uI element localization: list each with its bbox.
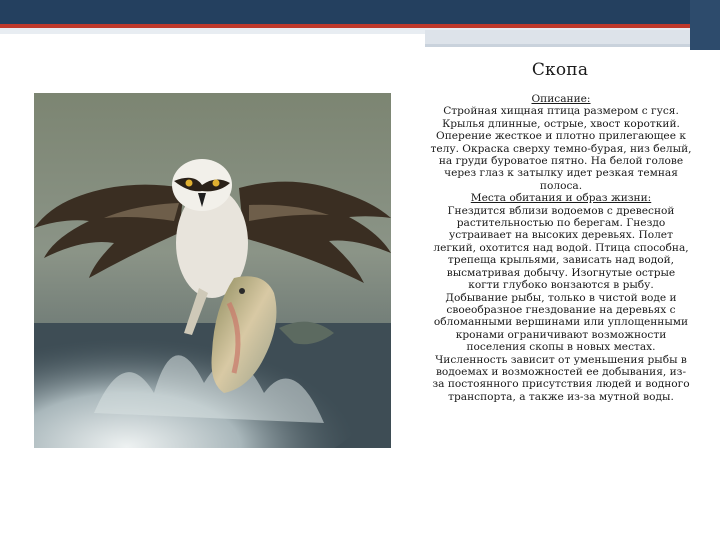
osprey-photo [34, 93, 391, 448]
description-paragraph: Стройная хищная птица размером с гуся. Крылья длинные, острые, хвост короткий. Оперение жесткое и плотно прилегающее к телу. Окраска сверху темно-бурая, низ белый, на груди буроватое пятно. На белой голове через глаз к затылку идет резкая темная полоса. [430, 105, 692, 192]
description-text [430, 93, 692, 403]
banner-accent-line [425, 44, 720, 47]
fish-eye [239, 288, 245, 294]
threats-paragraph-1: Добывание рыбы, только в чистой воде и своеобразное гнездование на деревьях с обломанными вершинами или уплощенными кронами ограничивают возможности поселения скопы в новых местах. [433, 291, 689, 354]
header-banner [0, 0, 720, 50]
osprey-eye-right [213, 180, 220, 187]
threats-paragraph-2: Численность зависит от уменьшения рыбы в водоемах и возможностей ее добывания, из-за постоянного присутствия людей и водного транспорта, а также из-за мутной воды. [432, 353, 690, 403]
banner-accent-block [425, 30, 720, 44]
description-heading: Описание: [531, 93, 591, 105]
habitat-paragraph: Гнездится вблизи водоемов с древесной растительностью по берегам. Гнездо устраивает на высоких деревьях. Полет легкий, охотится над водой. Птица способна, трепеща крыльями, зависать над водой, высматривая добычу. Изогнутые острые когти глубоко вонзаются в рыбу. [433, 204, 689, 292]
habitat-heading: Места обитания и образ жизни: [470, 192, 652, 205]
osprey-eye [186, 180, 193, 187]
banner-right-corner [690, 0, 720, 50]
slide-title: Скопа [531, 60, 589, 80]
banner-navy-band [0, 0, 720, 24]
banner-red-stripe [0, 24, 720, 28]
